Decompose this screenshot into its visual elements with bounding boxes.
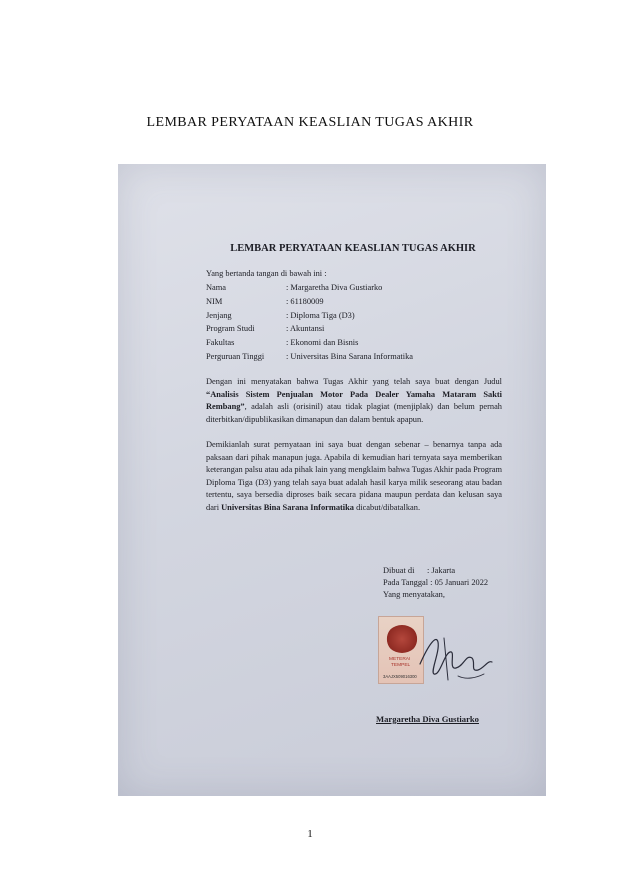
page-number: 1 <box>307 828 313 840</box>
field-value: : Diploma Tiga (D3) <box>286 310 355 320</box>
stamp-text-tempel: TEMPEL <box>391 663 411 668</box>
scanned-document-photo <box>118 164 546 796</box>
statement-text: Dengan ini menyatakan bahwa Tugas Akhir yang telah saya buat dengan Judul <box>206 377 502 386</box>
field-label: Nama <box>206 283 226 292</box>
closing-text-end: dicabut/dibatalkan. <box>353 503 421 513</box>
identity-fields <box>206 283 413 366</box>
date-value: : 05 Januari 2022 <box>430 578 489 588</box>
field-row-name <box>206 283 413 297</box>
declaration-sheet <box>188 164 518 796</box>
field-value: : Ekonomi dan Bisnis <box>286 338 359 348</box>
field-value: : 61180009 <box>286 296 324 306</box>
field-row-faculty <box>206 338 413 352</box>
stamp-text-meterai: METERAI <box>389 657 411 662</box>
signature-place-block <box>383 565 488 602</box>
statement-text-end: , adalah asli (orisinil) atau tidak plagiat (menjiplak) dan belum pernah diterbitkan/dipublikasikan dimanapun dan dalam bentuk apapun. <box>206 402 502 424</box>
field-row-level <box>206 311 413 325</box>
closing-text: Demikianlah surat pernyataan ini saya buat dengan sebenar – benarnya tanpa ada paksaan dari pihak manapun juga. Apabila di kemudian hari ternyata saya memberikan keterangan palsu atau ada pihak lain yang mengklaim bahwa Tugas Akhir pada Program Diploma Tiga (D3) yang telah saya buat adalah hasil karya milik seseorang atau badan tertentu, saya bersedia diproses baik secara pidana maupun perdata dan kelusan saya dari <box>206 440 502 513</box>
made-at-row <box>383 565 488 577</box>
stamp-serial: 3AAJX509016300 <box>383 674 417 679</box>
field-value: : Akuntansi <box>286 324 325 334</box>
field-row-program <box>206 324 413 338</box>
made-at-label: Dibuat di <box>383 566 415 575</box>
field-label: Program Studi <box>206 324 255 334</box>
field-label: Jenjang <box>206 310 232 320</box>
field-label: Fakultas <box>206 338 235 348</box>
date-label: Pada Tanggal <box>383 578 429 588</box>
made-at-value: : Jakarta <box>427 566 456 575</box>
field-label: NIM <box>206 296 223 306</box>
university-name: Universitas Bina Sarana Informatika <box>221 503 354 513</box>
field-value: : Margaretha Diva Gustiarko <box>286 283 383 292</box>
field-value: : Universitas Bina Sarana Informatika <box>286 351 413 361</box>
closing-paragraph <box>206 439 502 515</box>
intro-text: Yang bertanda tangan di bawah ini : <box>206 269 327 278</box>
thesis-title: “Analisis Sistem Penjualan Motor Pada Dealer Yamaha Mataram Sakti Rembang” <box>206 389 502 412</box>
page-title: LEMBAR PERYATAAN KEASLIAN TUGAS AKHIR <box>146 115 474 130</box>
document-heading: LEMBAR PERYATAAN KEASLIAN TUGAS AKHIR <box>230 243 476 254</box>
date-row <box>383 577 488 589</box>
signer-name: Margaretha Diva Gustiarko <box>376 714 479 724</box>
declarer-label: Yang menyatakan, <box>383 590 445 600</box>
field-row-nim <box>206 297 413 311</box>
statement-paragraph <box>206 376 502 426</box>
field-label: Perguruan Tinggi <box>206 351 265 361</box>
field-row-university <box>206 352 413 366</box>
handwritten-signature <box>414 624 496 686</box>
